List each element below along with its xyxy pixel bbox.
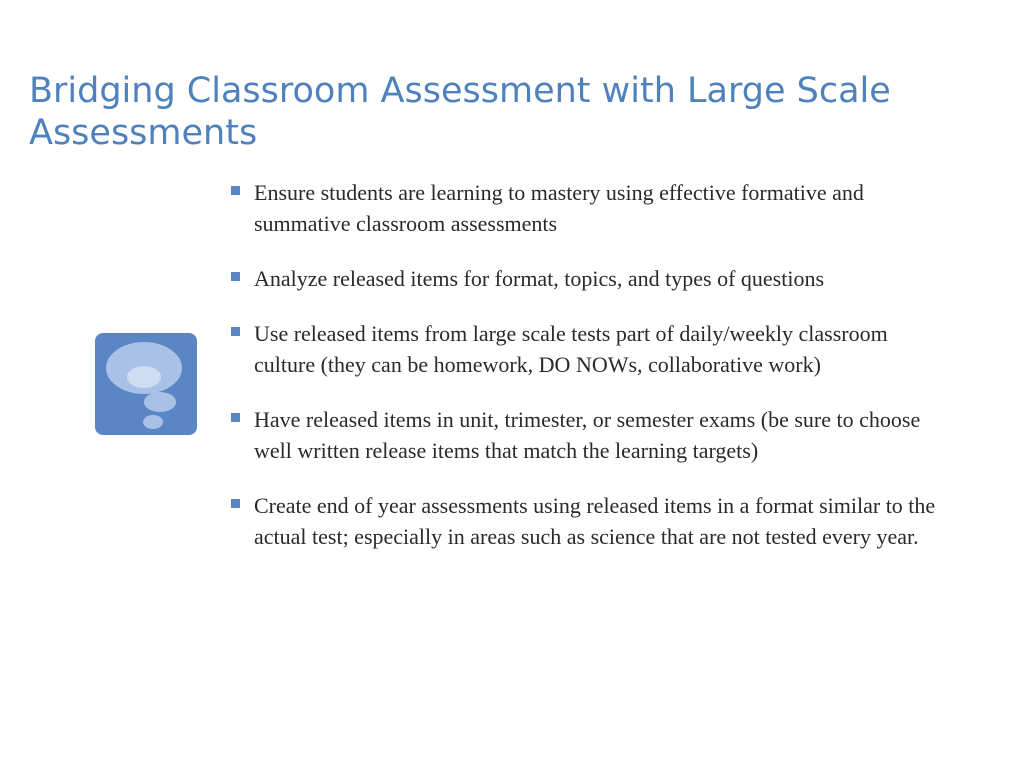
square-bullet-icon — [231, 327, 240, 336]
square-bullet-icon — [231, 413, 240, 422]
bullet-item — [230, 177, 950, 239]
bullet-item — [230, 263, 950, 294]
bullet-item — [230, 318, 950, 380]
square-bullet-icon — [231, 499, 240, 508]
slide-title: Bridging Classroom Assessment with Large Scale Assessments — [29, 71, 891, 153]
square-bullet-icon — [231, 186, 240, 195]
bullet-text: Ensure students are learning to mastery using effective formative and summative classroom assessments — [254, 180, 864, 236]
bullet-text: Use released items from large scale tests part of daily/weekly classroom culture (they can be homework, DO NOWs, collaborative work) — [254, 321, 888, 377]
bullet-list — [230, 177, 950, 576]
bullet-item — [230, 490, 950, 552]
thought-bubble-icon — [95, 333, 197, 435]
square-bullet-icon — [231, 272, 240, 281]
bullet-text: Have released items in unit, trimester, or semester exams (be sure to choose well written release items that match the learning targets) — [254, 407, 921, 463]
bullet-text: Analyze released items for format, topics, and types of questions — [254, 266, 825, 291]
bullet-item — [230, 404, 950, 466]
bullet-text: Create end of year assessments using released items in a format similar to the actual test; especially in areas such as science that are not tested every year. — [254, 493, 936, 549]
